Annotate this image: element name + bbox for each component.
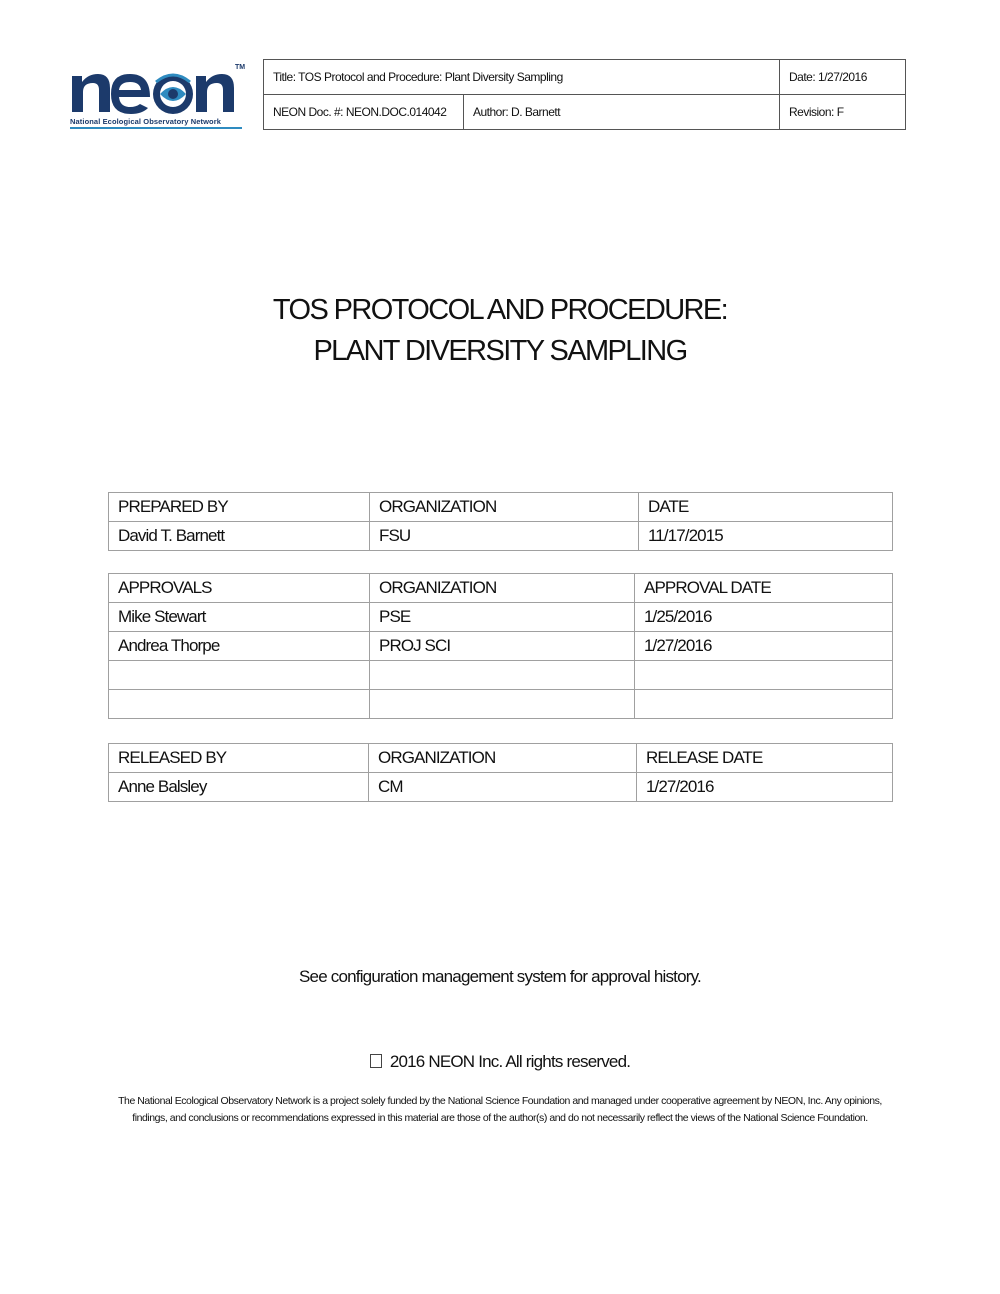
config-management-note: See configuration management system for approval history. (299, 967, 701, 986)
table-row (109, 632, 893, 661)
table-cell: Mike Stewart (109, 603, 370, 632)
approvals-table (108, 573, 893, 719)
table-cell: 11/17/2015 (639, 522, 893, 551)
header-row-divider (264, 94, 905, 95)
table-cell (109, 661, 370, 690)
table-cell: PSE (370, 603, 635, 632)
table-row (109, 773, 893, 802)
released-by-table (108, 743, 893, 802)
table-cell: David T. Barnett (109, 522, 370, 551)
neon-wordmark-graphic (70, 60, 246, 116)
neon-logo (70, 60, 245, 130)
table-cell: Andrea Thorpe (109, 632, 370, 661)
table-header-cell: APPROVALS (109, 574, 370, 603)
copyright-text: 2016 NEON Inc. All rights reserved. (389, 1052, 631, 1071)
header-revision: Revision: F (789, 105, 844, 119)
table-cell: 1/27/2016 (637, 773, 893, 802)
table-cell (370, 661, 635, 690)
table-cell: 1/25/2016 (635, 603, 893, 632)
copyright-symbol-icon (370, 1054, 382, 1068)
table-cell (109, 690, 370, 719)
document-title (0, 290, 1000, 372)
header-author: Author: D. Barnett (473, 105, 561, 119)
table-cell: Anne Balsley (109, 773, 369, 802)
table-row (109, 661, 893, 690)
table-header-cell: APPROVAL DATE (635, 574, 893, 603)
table-header-row (109, 574, 893, 603)
trademark-mark: TM (235, 64, 246, 71)
table-cell: CM (369, 773, 637, 802)
table-row (109, 690, 893, 719)
document-header-box (263, 59, 906, 130)
header-col-divider (463, 95, 464, 129)
table-cell (635, 661, 893, 690)
header-title: Title: TOS Protocol and Procedure: Plant Diversity Sampling (273, 70, 563, 84)
prepared-by-table (108, 492, 893, 551)
logo-underline (70, 127, 242, 129)
table-cell: 1/27/2016 (635, 632, 893, 661)
funding-disclaimer: The National Ecological Observatory Network is a project solely funded by the National Science Foundation and managed under cooperative agreement by NEON, Inc. Any opinions, findings, and conclusions or recommendations expressed in this material are those of the author(s) and do not necessarily reflect the views of the National Science Foundation. (118, 1095, 882, 1124)
table-header-row (109, 744, 893, 773)
header-doc-number: NEON Doc. #: NEON.DOC.014042 (273, 105, 447, 119)
document-title-line: PLANT DIVERSITY SAMPLING (313, 335, 687, 367)
logo-tagline: National Ecological Observatory Network (70, 117, 222, 126)
header-date: Date: 1/27/2016 (789, 70, 867, 84)
table-header-row (109, 493, 893, 522)
table-header-cell: PREPARED BY (109, 493, 370, 522)
table-header-cell: ORGANIZATION (370, 574, 635, 603)
document-title-line: TOS PROTOCOL AND PROCEDURE: (272, 294, 728, 326)
table-cell (635, 690, 893, 719)
table-header-cell: RELEASE DATE (637, 744, 893, 773)
header-col-divider (779, 60, 780, 129)
table-cell: FSU (370, 522, 639, 551)
table-header-cell: ORGANIZATION (370, 493, 639, 522)
table-header-cell: DATE (639, 493, 893, 522)
table-cell (370, 690, 635, 719)
table-header-cell: ORGANIZATION (369, 744, 637, 773)
table-header-cell: RELEASED BY (109, 744, 369, 773)
table-cell: PROJ SCI (370, 632, 635, 661)
copyright-line (0, 1052, 1000, 1072)
table-row (109, 522, 893, 551)
table-row (109, 603, 893, 632)
